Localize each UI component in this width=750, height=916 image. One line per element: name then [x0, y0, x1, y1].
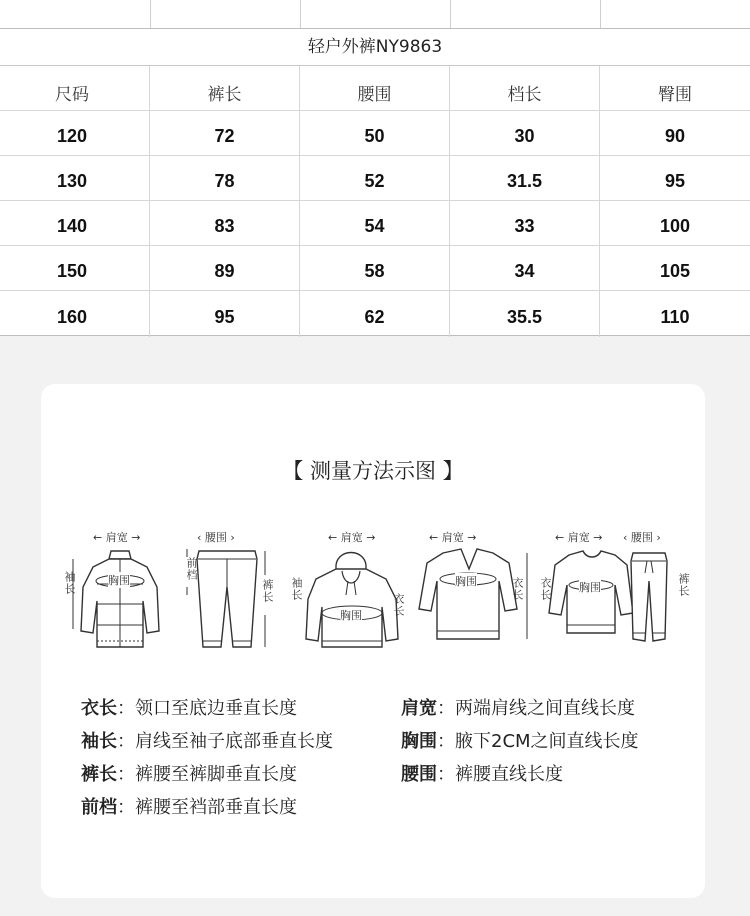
column-guide [150, 0, 151, 28]
table-cell: 130 [0, 156, 150, 200]
table-cell: 52 [300, 156, 450, 200]
sweatsuit-icon [537, 529, 697, 659]
shoulder-width-label: ← 肩宽 → [93, 531, 141, 544]
table-title: 轻户外裤NY9863 [0, 29, 750, 66]
measurement-guide-card [41, 384, 705, 898]
hoodie-figure [286, 529, 416, 659]
table-cell: 35.5 [450, 291, 600, 337]
shoulder-width-label: ← 肩宽 → [429, 531, 477, 544]
chest-label: 胸围 [340, 609, 362, 622]
table-cell: 150 [0, 246, 150, 290]
chest-label: 胸围 [108, 574, 130, 587]
table-cell: 89 [150, 246, 300, 290]
table-cell: 62 [300, 291, 450, 337]
definition-waist: 腰围：裤腰直线长度 [401, 764, 563, 785]
garment-length-label: 衣长 [539, 577, 552, 601]
table-cell: 100 [659, 215, 691, 236]
table-header-row [0, 66, 750, 111]
header-hip: 臀围 [658, 84, 692, 105]
waist-label: ‹ 腰围 › [197, 531, 235, 544]
header-pants-length: 裤长 [150, 66, 300, 110]
definition-sleeve-length: 袖长：肩线至袖子底部垂直长度 [81, 731, 333, 752]
puffer-jacket-icon [61, 529, 181, 659]
sleeve-length-label: 袖长 [290, 577, 303, 601]
garment-length-label: 衣长 [392, 593, 405, 617]
pants-length-label: 裤长 [677, 573, 690, 597]
table-cell: 78 [150, 156, 300, 200]
jacket-figure [61, 529, 181, 659]
table-cell: 54 [300, 201, 450, 245]
definition-pants-length: 裤长：裤腰至裤脚垂直长度 [81, 764, 297, 785]
table-row [0, 246, 750, 291]
garment-figures [41, 529, 705, 659]
chest-label: 胸围 [455, 575, 477, 588]
table-cell: 90 [664, 125, 686, 146]
table-row [0, 111, 750, 156]
column-guide [300, 0, 301, 28]
pants-length-label: 裤长 [261, 579, 274, 603]
definition-shoulder-width: 肩宽：两端肩线之间直线长度 [401, 698, 635, 719]
header-waist: 腰围 [300, 66, 450, 110]
table-cell: 34 [450, 246, 600, 290]
table-cell: 160 [0, 291, 150, 337]
table-cell: 30 [450, 111, 600, 155]
definition-front-rise: 前档：裤腰至裆部垂直长度 [81, 797, 297, 818]
table-cell: 95 [664, 170, 686, 191]
column-guide [450, 0, 451, 28]
definition-garment-length: 衣长：领口至底边垂直长度 [81, 698, 297, 719]
header-rise: 档长 [450, 66, 600, 110]
garment-length-label: 衣长 [511, 577, 524, 601]
trousers-figure [179, 529, 279, 659]
shoulder-width-label: ← 肩宽 → [328, 531, 376, 544]
table-cell: 50 [300, 111, 450, 155]
table-cell: 33 [450, 201, 600, 245]
waist-label: ‹ 腰围 › [623, 531, 661, 544]
guide-title: 【 测量方法示图 】 [282, 459, 464, 483]
chest-label: 胸围 [579, 581, 601, 594]
table-cell: 105 [659, 260, 691, 281]
size-table [0, 28, 750, 336]
table-cell: 58 [300, 246, 450, 290]
table-cell: 140 [0, 201, 150, 245]
header-size: 尺码 [0, 66, 150, 110]
table-cell: 110 [660, 306, 690, 327]
table-cell: 83 [150, 201, 300, 245]
top-strip [0, 0, 750, 28]
table-row [0, 201, 750, 246]
definition-chest: 胸围：腋下2CM之间直线长度 [401, 731, 639, 752]
column-guide [600, 0, 601, 28]
sweater-figure [417, 529, 537, 659]
table-cell: 31.5 [450, 156, 600, 200]
sweatsuit-figure [537, 529, 697, 659]
table-cell: 95 [150, 291, 300, 337]
table-row [0, 291, 750, 337]
table-row [0, 156, 750, 201]
table-cell: 120 [0, 111, 150, 155]
shoulder-width-label: ← 肩宽 → [555, 531, 603, 544]
front-rise-label: 前档 [185, 557, 198, 581]
sleeve-length-label: 袖长 [63, 571, 76, 595]
table-cell: 72 [150, 111, 300, 155]
